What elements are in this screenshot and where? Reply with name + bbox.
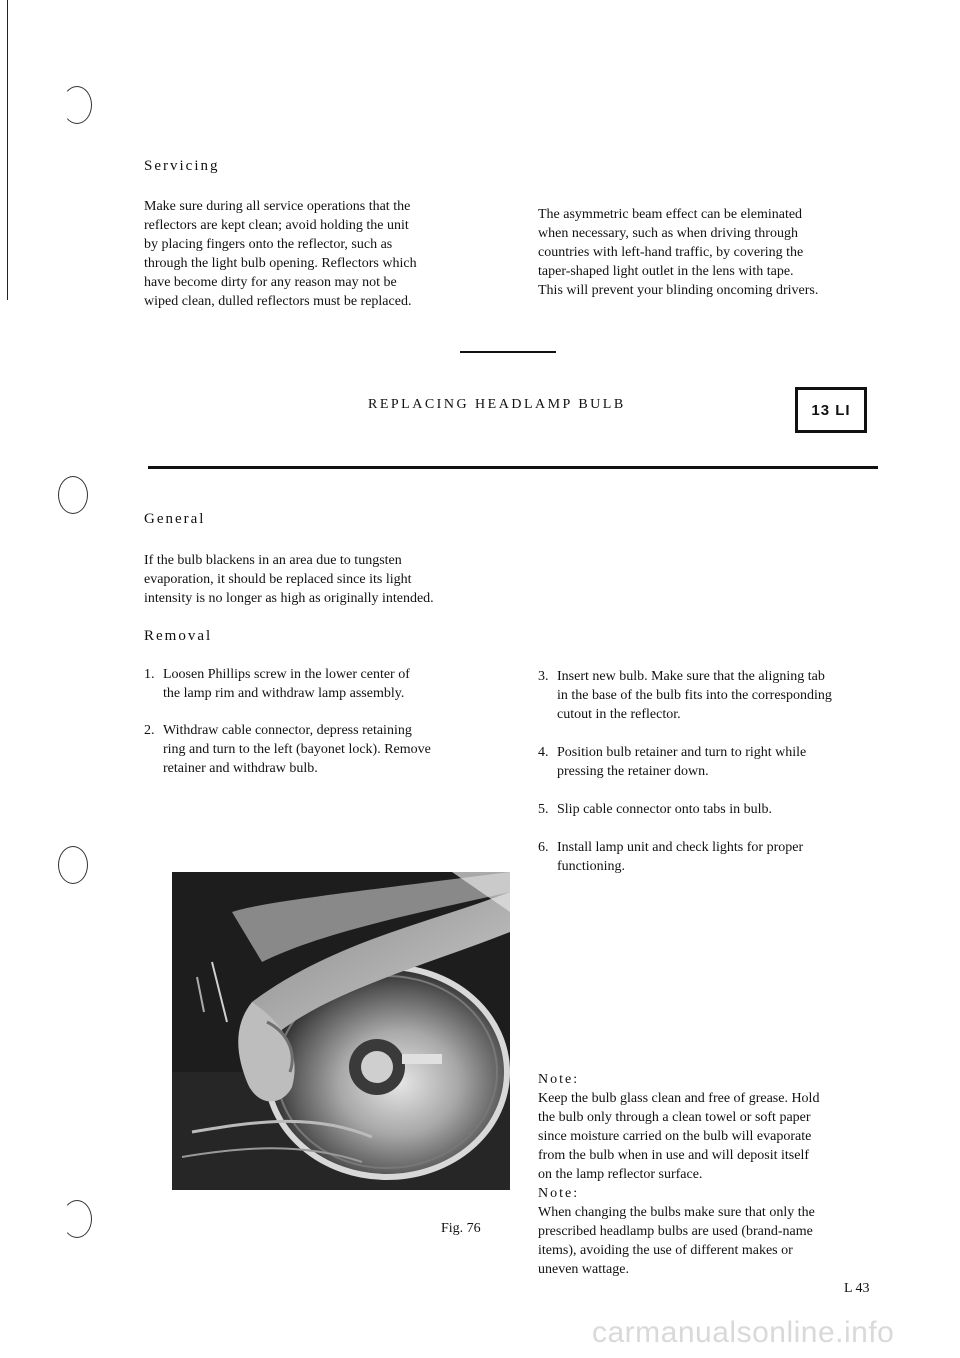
step-line: functioning.	[557, 859, 626, 874]
text-line: prescribed headlamp bulbs are used (brand-name	[538, 1224, 813, 1239]
text-line: intensity is no longer as high as originally intended.	[144, 591, 434, 606]
punch-hole-2	[58, 476, 88, 514]
headlamp-photo-illustration	[172, 872, 510, 1190]
step-line: in the base of the bulb fits into the corresponding	[557, 688, 832, 703]
step-line: pressing the retainer down.	[557, 764, 709, 779]
text-line: taper-shaped light outlet in the lens with tape.	[538, 264, 794, 279]
step-number: 4.	[538, 745, 549, 760]
step-number: 6.	[538, 840, 549, 855]
figure-caption: Fig. 76	[441, 1221, 481, 1236]
servicing-right-text	[538, 205, 898, 300]
step-2	[144, 721, 534, 778]
servicing-left-text	[144, 197, 514, 311]
section-code-box	[795, 387, 867, 433]
watermark: carmanualsonline.info	[592, 1316, 895, 1349]
text-line: items), avoiding the use of different makes or	[538, 1243, 793, 1258]
step-4	[538, 743, 918, 781]
notes-block	[538, 1070, 928, 1279]
step-line: Insert new bulb. Make sure that the aligning tab	[557, 669, 825, 684]
page-number: L 43	[844, 1281, 870, 1296]
servicing-heading: Servicing	[144, 158, 220, 174]
step-6	[538, 838, 918, 876]
text-line: Keep the bulb glass clean and free of grease. Hold	[538, 1091, 820, 1106]
text-line: through the light bulb opening. Reflectors which	[144, 256, 417, 271]
text-line: Make sure during all service operations that the	[144, 199, 411, 214]
step-line: Position bulb retainer and turn to right while	[557, 745, 807, 760]
punch-hole-3	[58, 846, 88, 884]
short-divider	[460, 351, 556, 353]
section-divider	[148, 466, 878, 469]
general-text	[144, 551, 524, 608]
text-line: when necessary, such as when driving through	[538, 226, 798, 241]
text-line: have become dirty for any reason may not be	[144, 275, 397, 290]
step-3	[538, 667, 928, 724]
general-heading: General	[144, 511, 206, 527]
binder-margin-line	[7, 0, 8, 300]
figure-photo	[172, 872, 510, 1190]
step-line: Withdraw cable connector, depress retaining	[163, 723, 412, 738]
text-line: by placing fingers onto the reflector, such as	[144, 237, 393, 252]
step-1	[144, 665, 524, 703]
note-label: Note:	[538, 1072, 580, 1087]
text-line: This will prevent your blinding oncoming drivers.	[538, 283, 819, 298]
step-line: ring and turn to the left (bayonet lock). Remove	[163, 742, 431, 757]
step-number: 2.	[144, 723, 155, 738]
text-line: reflectors are kept clean; avoid holding the unit	[144, 218, 409, 233]
text-line: If the bulb blackens in an area due to tungsten	[144, 553, 402, 568]
text-line: from the bulb when in use and will deposit itself	[538, 1148, 810, 1163]
step-number: 1.	[144, 667, 155, 682]
removal-heading: Removal	[144, 628, 213, 644]
note-label: Note:	[538, 1186, 580, 1201]
text-line: The asymmetric beam effect can be eleminated	[538, 207, 803, 222]
text-line: on the lamp reflector surface.	[538, 1167, 703, 1182]
step-line: the lamp rim and withdraw lamp assembly.	[163, 686, 405, 701]
step-5	[538, 800, 918, 819]
text-line: evaporation, it should be replaced since its light	[144, 572, 412, 587]
step-number: 3.	[538, 669, 549, 684]
step-line: Install lamp unit and check lights for proper	[557, 840, 804, 855]
punch-hole-4	[62, 1200, 92, 1238]
text-line: uneven wattage.	[538, 1262, 629, 1277]
section-code: 13 LI	[811, 401, 851, 419]
step-line: Loosen Phillips screw in the lower center of	[163, 667, 410, 682]
text-line: the bulb only through a clean towel or soft paper	[538, 1110, 811, 1125]
step-number: 5.	[538, 802, 549, 817]
punch-hole-1	[62, 86, 92, 124]
step-line: retainer and withdraw bulb.	[163, 761, 318, 776]
text-line: since moisture carried on the bulb will evaporate	[538, 1129, 812, 1144]
text-line: countries with left-hand traffic, by covering the	[538, 245, 804, 260]
text-line: wiped clean, dulled reflectors must be replaced.	[144, 294, 412, 309]
step-line: Slip cable connector onto tabs in bulb.	[557, 802, 773, 817]
step-line: cutout in the reflector.	[557, 707, 681, 722]
text-line: When changing the bulbs make sure that only the	[538, 1205, 815, 1220]
section-title: REPLACING HEADLAMP BULB	[368, 397, 626, 412]
